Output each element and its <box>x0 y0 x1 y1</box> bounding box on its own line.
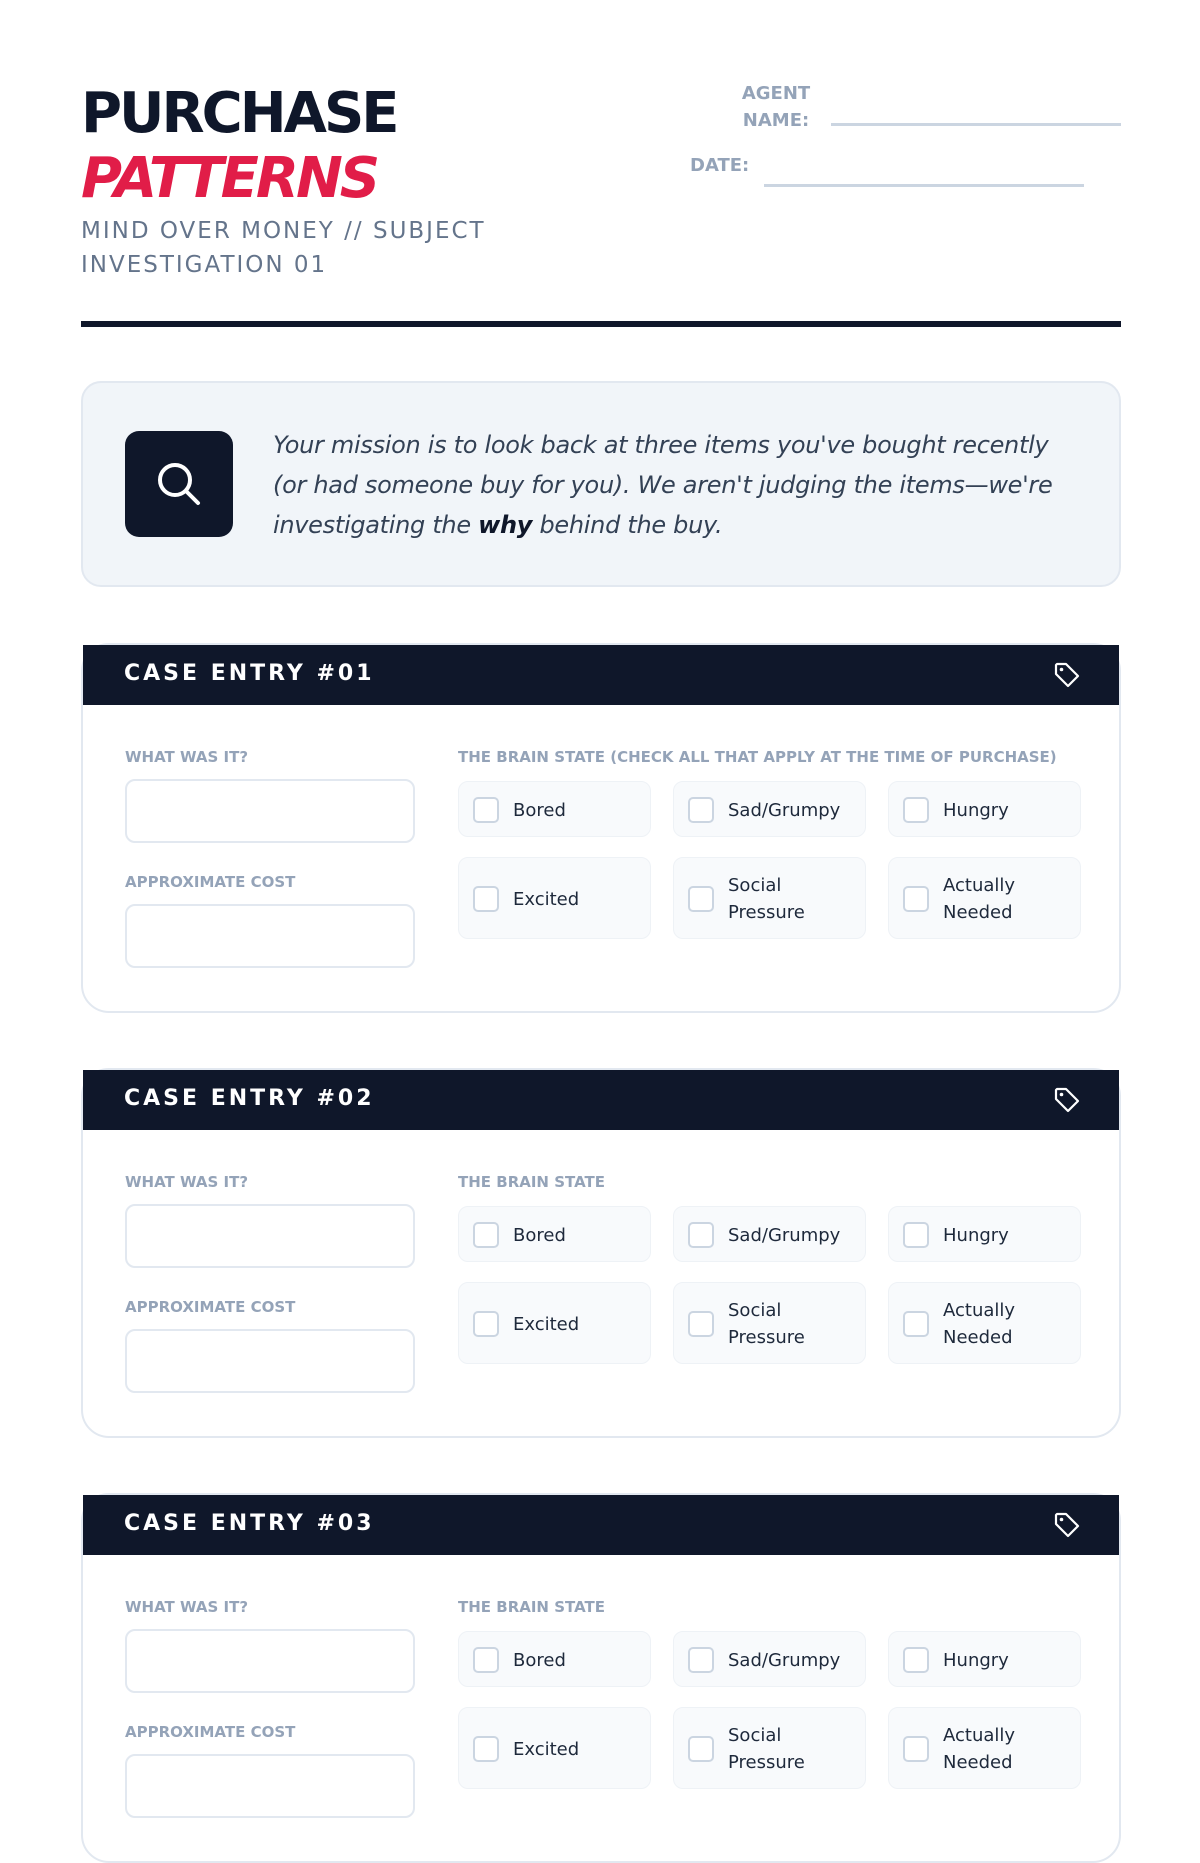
case-entry-header <box>83 645 1119 705</box>
approximate-cost-label: APPROXIMATE COST <box>125 873 296 891</box>
brain-state-option-sad-grumpy[interactable] <box>673 1631 866 1687</box>
checkbox[interactable] <box>688 1736 714 1762</box>
brain-state-option-bored[interactable] <box>458 781 651 837</box>
what-was-it-label: WHAT WAS IT? <box>125 1598 249 1616</box>
approximate-cost-label: APPROXIMATE COST <box>125 1723 296 1741</box>
checkbox[interactable] <box>688 1311 714 1337</box>
mission-text: Your mission is to look back at three items you've bought recently (or had someone buy for you). We aren't judging the items—we're investigating the why behind the buy. <box>273 431 1053 539</box>
date-field[interactable] <box>764 184 1084 187</box>
brain-state-option-hungry[interactable] <box>888 1206 1081 1262</box>
brain-state-option-label: Social Pressure <box>728 875 805 923</box>
agent-name-field[interactable] <box>831 123 1121 126</box>
brain-state-option-bored[interactable] <box>458 1631 651 1687</box>
checkbox[interactable] <box>903 797 929 823</box>
checkbox[interactable] <box>473 886 499 912</box>
brain-state-option-label: Social Pressure <box>728 1725 805 1773</box>
brain-state-option-label: Bored <box>513 1649 566 1671</box>
brain-state-option-label: Hungry <box>943 1224 1009 1246</box>
title-line-purchase: PURCHASE <box>81 81 397 146</box>
case-entry-title: CASE ENTRY #01 <box>124 661 375 686</box>
brain-state-label: THE BRAIN STATE <box>458 1173 605 1191</box>
checkbox[interactable] <box>903 1311 929 1337</box>
brain-state-label: THE BRAIN STATE <box>458 1598 605 1616</box>
what-was-it-input[interactable] <box>125 1629 415 1693</box>
approximate-cost-input[interactable] <box>125 1754 415 1818</box>
case-entry-header <box>83 1070 1119 1130</box>
brain-state-option-actually-needed[interactable] <box>888 1707 1081 1789</box>
brain-state-option-bored[interactable] <box>458 1206 651 1262</box>
page-subtitle: MIND OVER MONEY // SUBJECT INVESTIGATION 01 <box>81 218 486 278</box>
checkbox[interactable] <box>473 797 499 823</box>
case-entry-title: CASE ENTRY #02 <box>124 1086 375 1111</box>
date-label: DATE: <box>690 155 750 176</box>
brain-state-option-label: Hungry <box>943 799 1009 821</box>
mission-box <box>81 381 1121 587</box>
case-entry-2 <box>81 1068 1121 1438</box>
brain-state-option-actually-needed[interactable] <box>888 1282 1081 1364</box>
brain-state-option-label: Hungry <box>943 1649 1009 1671</box>
brain-state-option-label: Bored <box>513 799 566 821</box>
case-entry-3 <box>81 1493 1121 1863</box>
checkbox[interactable] <box>903 1647 929 1673</box>
brain-state-option-label: Actually Needed <box>943 875 1016 923</box>
brain-state-option-label: Actually Needed <box>943 1300 1016 1348</box>
approximate-cost-input[interactable] <box>125 904 415 968</box>
brain-state-option-social-pressure[interactable] <box>673 1707 866 1789</box>
brain-state-option-label: Excited <box>513 1738 580 1760</box>
what-was-it-label: WHAT WAS IT? <box>125 1173 249 1191</box>
brain-state-option-excited[interactable] <box>458 1707 651 1789</box>
what-was-it-label: WHAT WAS IT? <box>125 748 249 766</box>
checkbox[interactable] <box>688 886 714 912</box>
what-was-it-input[interactable] <box>125 1204 415 1268</box>
agent-name-label: AGENT NAME: <box>741 83 811 131</box>
brain-state-option-sad-grumpy[interactable] <box>673 781 866 837</box>
brain-state-option-excited[interactable] <box>458 1282 651 1364</box>
checkbox[interactable] <box>473 1311 499 1337</box>
brain-state-option-label: Sad/Grumpy <box>728 1224 841 1246</box>
title-line-patterns: PATTERNS <box>81 146 378 211</box>
case-entry-1 <box>81 643 1121 1013</box>
brain-state-option-actually-needed[interactable] <box>888 857 1081 939</box>
tag-icon <box>1053 1086 1081 1114</box>
checkbox[interactable] <box>688 797 714 823</box>
approximate-cost-label: APPROXIMATE COST <box>125 1298 296 1316</box>
what-was-it-input[interactable] <box>125 779 415 843</box>
tag-icon <box>1053 1511 1081 1539</box>
brain-state-option-label: Excited <box>513 888 580 910</box>
brain-state-option-label: Sad/Grumpy <box>728 799 841 821</box>
checkbox[interactable] <box>688 1647 714 1673</box>
tag-icon <box>1053 661 1081 689</box>
checkbox[interactable] <box>473 1222 499 1248</box>
header-divider <box>81 321 1121 327</box>
checkbox[interactable] <box>473 1647 499 1673</box>
case-entry-header <box>83 1495 1119 1555</box>
brain-state-option-sad-grumpy[interactable] <box>673 1206 866 1262</box>
checkbox[interactable] <box>688 1222 714 1248</box>
brain-state-option-label: Actually Needed <box>943 1725 1016 1773</box>
checkbox[interactable] <box>903 886 929 912</box>
brain-state-option-hungry[interactable] <box>888 1631 1081 1687</box>
brain-state-option-social-pressure[interactable] <box>673 1282 866 1364</box>
brain-state-label: THE BRAIN STATE (CHECK ALL THAT APPLY AT THE TIME OF PURCHASE) <box>458 748 1057 766</box>
checkbox[interactable] <box>473 1736 499 1762</box>
brain-state-option-excited[interactable] <box>458 857 651 939</box>
case-entry-title: CASE ENTRY #03 <box>124 1511 375 1536</box>
mission-text-emphasis: why <box>478 511 533 539</box>
approximate-cost-input[interactable] <box>125 1329 415 1393</box>
brain-state-option-label: Social Pressure <box>728 1300 805 1348</box>
brain-state-option-social-pressure[interactable] <box>673 857 866 939</box>
brain-state-option-label: Excited <box>513 1313 580 1335</box>
checkbox[interactable] <box>903 1736 929 1762</box>
brain-state-option-label: Bored <box>513 1224 566 1246</box>
checkbox[interactable] <box>903 1222 929 1248</box>
search-icon <box>125 431 233 537</box>
page-title <box>81 81 397 214</box>
brain-state-option-hungry[interactable] <box>888 781 1081 837</box>
brain-state-option-label: Sad/Grumpy <box>728 1649 841 1671</box>
